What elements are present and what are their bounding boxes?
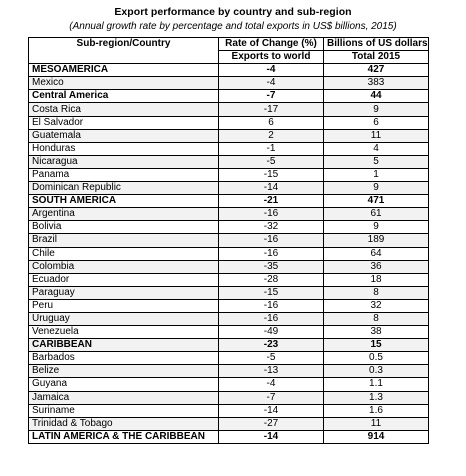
cell-total-2015: 0.3 [324,365,429,378]
cell-rate-of-change: -16 [219,247,324,260]
cell-subregion-country: Central America [29,90,219,103]
cell-total-2015: 8 [324,286,429,299]
cell-total-2015: 471 [324,195,429,208]
table-row [29,326,429,339]
cell-rate-of-change: 2 [219,129,324,142]
table-row-region [29,430,429,443]
cell-total-2015: 61 [324,208,429,221]
cell-rate-of-change: -27 [219,417,324,430]
cell-subregion-country: SOUTH AMERICA [29,195,219,208]
cell-subregion-country: Venezuela [29,326,219,339]
cell-rate-of-change: -15 [219,168,324,181]
cell-subregion-country: Costa Rica [29,103,219,116]
cell-rate-of-change: -14 [219,182,324,195]
cell-subregion-country: MESOAMERICA [29,64,219,77]
cell-subregion-country: Peru [29,299,219,312]
cell-total-2015: 64 [324,247,429,260]
cell-total-2015: 6 [324,116,429,129]
cell-subregion-country: CARIBBEAN [29,339,219,352]
table-row [29,182,429,195]
header-row [29,38,429,51]
cell-total-2015: 15 [324,339,429,352]
table-row [29,391,429,404]
header-total-2015: Total 2015 [324,51,429,64]
table-row [29,208,429,221]
table-row [29,286,429,299]
cell-total-2015: 1 [324,168,429,181]
cell-subregion-country: El Salvador [29,116,219,129]
cell-subregion-country: Paraguay [29,286,219,299]
cell-rate-of-change: -14 [219,430,324,443]
cell-subregion-country: Brazil [29,234,219,247]
cell-rate-of-change: -35 [219,260,324,273]
cell-total-2015: 1.1 [324,378,429,391]
cell-total-2015: 4 [324,142,429,155]
cell-rate-of-change: -5 [219,352,324,365]
cell-total-2015: 11 [324,417,429,430]
cell-subregion-country: Argentina [29,208,219,221]
cell-rate-of-change: -16 [219,208,324,221]
cell-subregion-country: Uruguay [29,312,219,325]
cell-total-2015: 0.5 [324,352,429,365]
cell-rate-of-change: -7 [219,90,324,103]
cell-total-2015: 1.3 [324,391,429,404]
header-billions-usd: Billions of US dollars [324,38,429,51]
cell-total-2015: 914 [324,430,429,443]
cell-rate-of-change: -7 [219,391,324,404]
table-row [29,352,429,365]
cell-total-2015: 5 [324,155,429,168]
table-row [29,221,429,234]
table-row [29,247,429,260]
cell-total-2015: 8 [324,312,429,325]
cell-total-2015: 1.6 [324,404,429,417]
cell-subregion-country: Chile [29,247,219,260]
table-row [29,129,429,142]
cell-rate-of-change: -16 [219,299,324,312]
cell-rate-of-change: -32 [219,221,324,234]
table-row [29,312,429,325]
cell-total-2015: 189 [324,234,429,247]
cell-subregion-country: Guyana [29,378,219,391]
table-row-region [29,195,429,208]
table-row-region [29,64,429,77]
cell-total-2015: 36 [324,260,429,273]
cell-rate-of-change: -4 [219,77,324,90]
cell-rate-of-change: -17 [219,103,324,116]
cell-total-2015: 18 [324,273,429,286]
cell-rate-of-change: -28 [219,273,324,286]
cell-total-2015: 9 [324,182,429,195]
cell-subregion-country: Honduras [29,142,219,155]
cell-total-2015: 44 [324,90,429,103]
cell-total-2015: 383 [324,77,429,90]
table-row [29,365,429,378]
page-subtitle: (Annual growth rate by percentage and total exports in US$ billions, 2015) [69,21,397,32]
table-row [29,234,429,247]
cell-rate-of-change: 6 [219,116,324,129]
table-body [29,64,429,444]
cell-rate-of-change: -16 [219,312,324,325]
cell-subregion-country: Barbados [29,352,219,365]
cell-rate-of-change: -4 [219,64,324,77]
cell-total-2015: 38 [324,326,429,339]
cell-rate-of-change: -5 [219,155,324,168]
table-row [29,260,429,273]
table-row [29,116,429,129]
cell-subregion-country: Belize [29,365,219,378]
table-header [29,38,429,64]
cell-subregion-country: Panama [29,168,219,181]
table-row-region [29,339,429,352]
cell-rate-of-change: -4 [219,378,324,391]
cell-rate-of-change: -21 [219,195,324,208]
cell-subregion-country: LATIN AMERICA & THE CARIBBEAN [29,430,219,443]
table-row [29,142,429,155]
cell-rate-of-change: -1 [219,142,324,155]
header-subregion-country: Sub-region/Country [29,38,219,64]
cell-rate-of-change: -15 [219,286,324,299]
cell-subregion-country: Dominican Republic [29,182,219,195]
table-row [29,103,429,116]
cell-subregion-country: Suriname [29,404,219,417]
header-rate-of-change: Rate of Change (%) [219,38,324,51]
cell-subregion-country: Colombia [29,260,219,273]
table-row [29,77,429,90]
cell-subregion-country: Trinidad & Tobago [29,417,219,430]
cell-total-2015: 11 [324,129,429,142]
table-row [29,155,429,168]
cell-total-2015: 9 [324,221,429,234]
cell-subregion-country: Ecuador [29,273,219,286]
cell-subregion-country: Mexico [29,77,219,90]
cell-rate-of-change: -23 [219,339,324,352]
cell-subregion-country: Jamaica [29,391,219,404]
export-table [28,37,429,444]
cell-total-2015: 32 [324,299,429,312]
table-row [29,299,429,312]
cell-subregion-country: Nicaragua [29,155,219,168]
header-exports-to-world: Exports to world [219,51,324,64]
table-row [29,404,429,417]
table-row [29,417,429,430]
cell-subregion-country: Guatemala [29,129,219,142]
cell-rate-of-change: -16 [219,234,324,247]
cell-rate-of-change: -13 [219,365,324,378]
page-title: Export performance by country and sub-region [114,6,352,18]
cell-total-2015: 9 [324,103,429,116]
cell-rate-of-change: -49 [219,326,324,339]
table-row-region [29,90,429,103]
table-row [29,378,429,391]
table-row [29,168,429,181]
cell-total-2015: 427 [324,64,429,77]
table-row [29,273,429,286]
cell-subregion-country: Bolivia [29,221,219,234]
cell-rate-of-change: -14 [219,404,324,417]
